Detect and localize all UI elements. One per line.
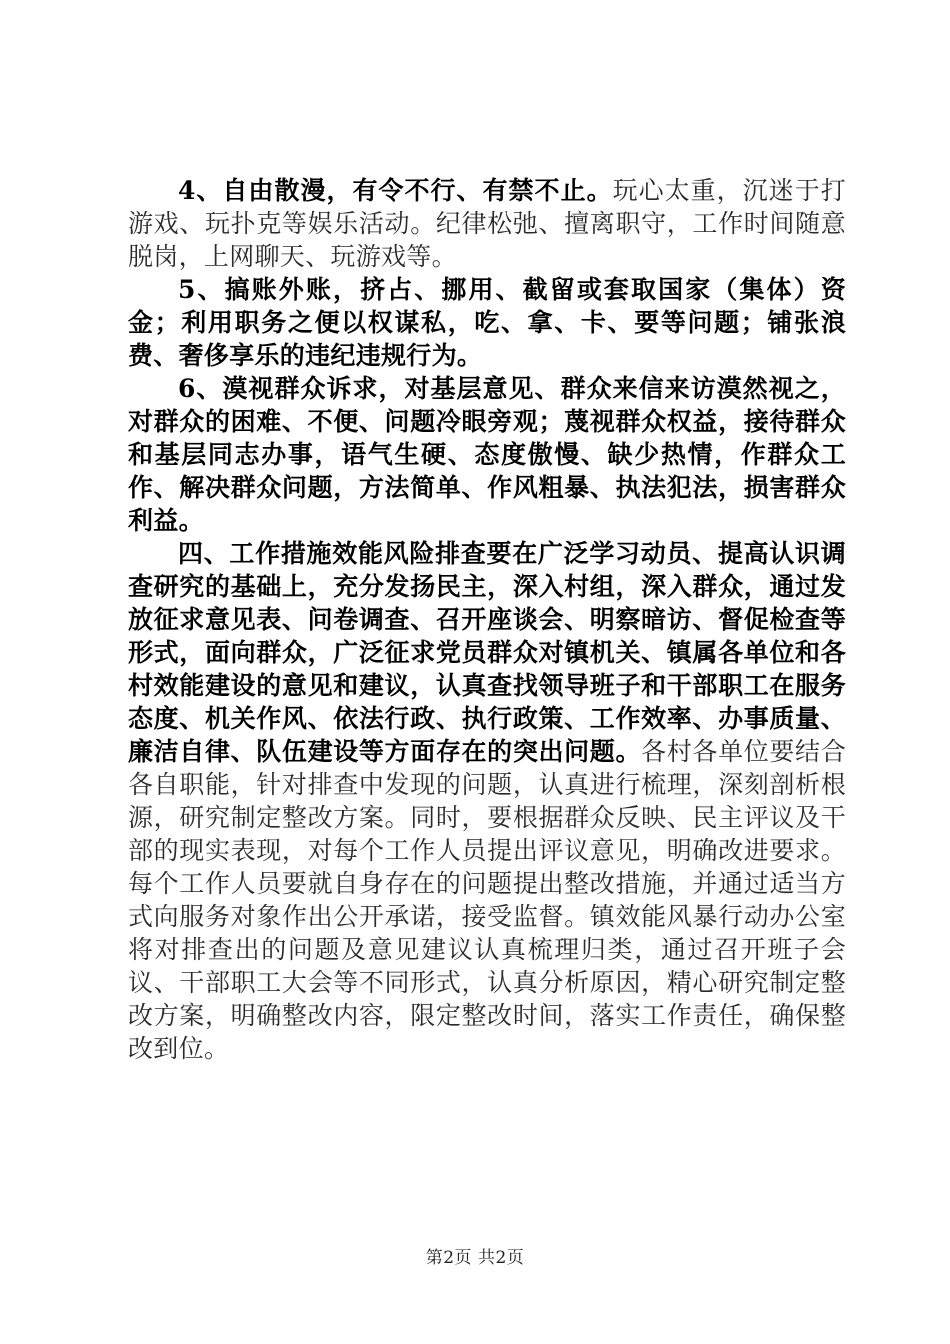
paragraph-item-4: [128, 174, 846, 273]
paragraph-section-four: [128, 537, 846, 1065]
page-footer: 第2页 共2页: [425, 1248, 525, 1268]
paragraph-item-5: [128, 273, 846, 372]
paragraph-emphasis: 四、工作措施效能风险排查要在广泛学习动员、提高认识调查研究的基础上，充分发扬民主，深入村组，深入群众，通过发放征求意见表、问卷调查、召开座谈会、明察暗访、督促检查等形式，面向群众，广泛征求党员群众对镇机关、镇属各单位和各村效能建设的意见和建议，认真查找领导班子和干部职工在服务态度、机关作风、依法行政、执行政策、工作效率、办事质量、廉洁自律、队伍建设等方面存在的突出问题。: [128, 539, 846, 766]
paragraph-emphasis: 5、搞账外账，挤占、挪用、截留或套取国家（集体）资金；利用职务之便以权谋私，吃、拿、卡、要等问题；铺张浪费、奢侈享乐的违纪违规行为。: [128, 275, 846, 370]
paragraph-item-6: [128, 372, 846, 537]
paragraph-emphasis: 6、漠视群众诉求，对基层意见、群众来信来访漠然视之，对群众的困难、不便、问题冷眼旁观；蔑视群众权益，接待群众和基层同志办事，语气生硬、态度傲慢、缺少热情，作群众工作、解决群众问题，方法简单、作风粗暴、执法犯法，损害群众利益。: [128, 374, 846, 535]
paragraph-text: 各村各单位要结合各自职能，针对排查中发现的问题，认真进行梳理，深刻剖析根源，研究制定整改方案。同时，要根据群众反映、民主评议及干部的现实表现，对每个工作人员提出评议意见，明确改进要求。每个工作人员要就自身存在的问题提出整改措施，并通过适当方式向服务对象作出公开承诺，接受监督。镇效能风暴行动办公室将对排查出的问题及意见建议认真梳理归类，通过召开班子会议、干部职工大会等不同形式，认真分析原因，精心研究制定整改方案，明确整改内容，限定整改时间，落实工作责任，确保整改到位。: [128, 737, 846, 1063]
paragraph-text: 玩心太重，沉迷于打游戏、玩扑克等娱乐活动。纪律松弛、擅离职守，工作时间随意脱岗，上网聊天、玩游戏等。: [128, 176, 847, 271]
paragraph-emphasis: 4、自由散漫，有令不行、有禁不止。: [178, 176, 613, 205]
document-body: [128, 174, 846, 1065]
